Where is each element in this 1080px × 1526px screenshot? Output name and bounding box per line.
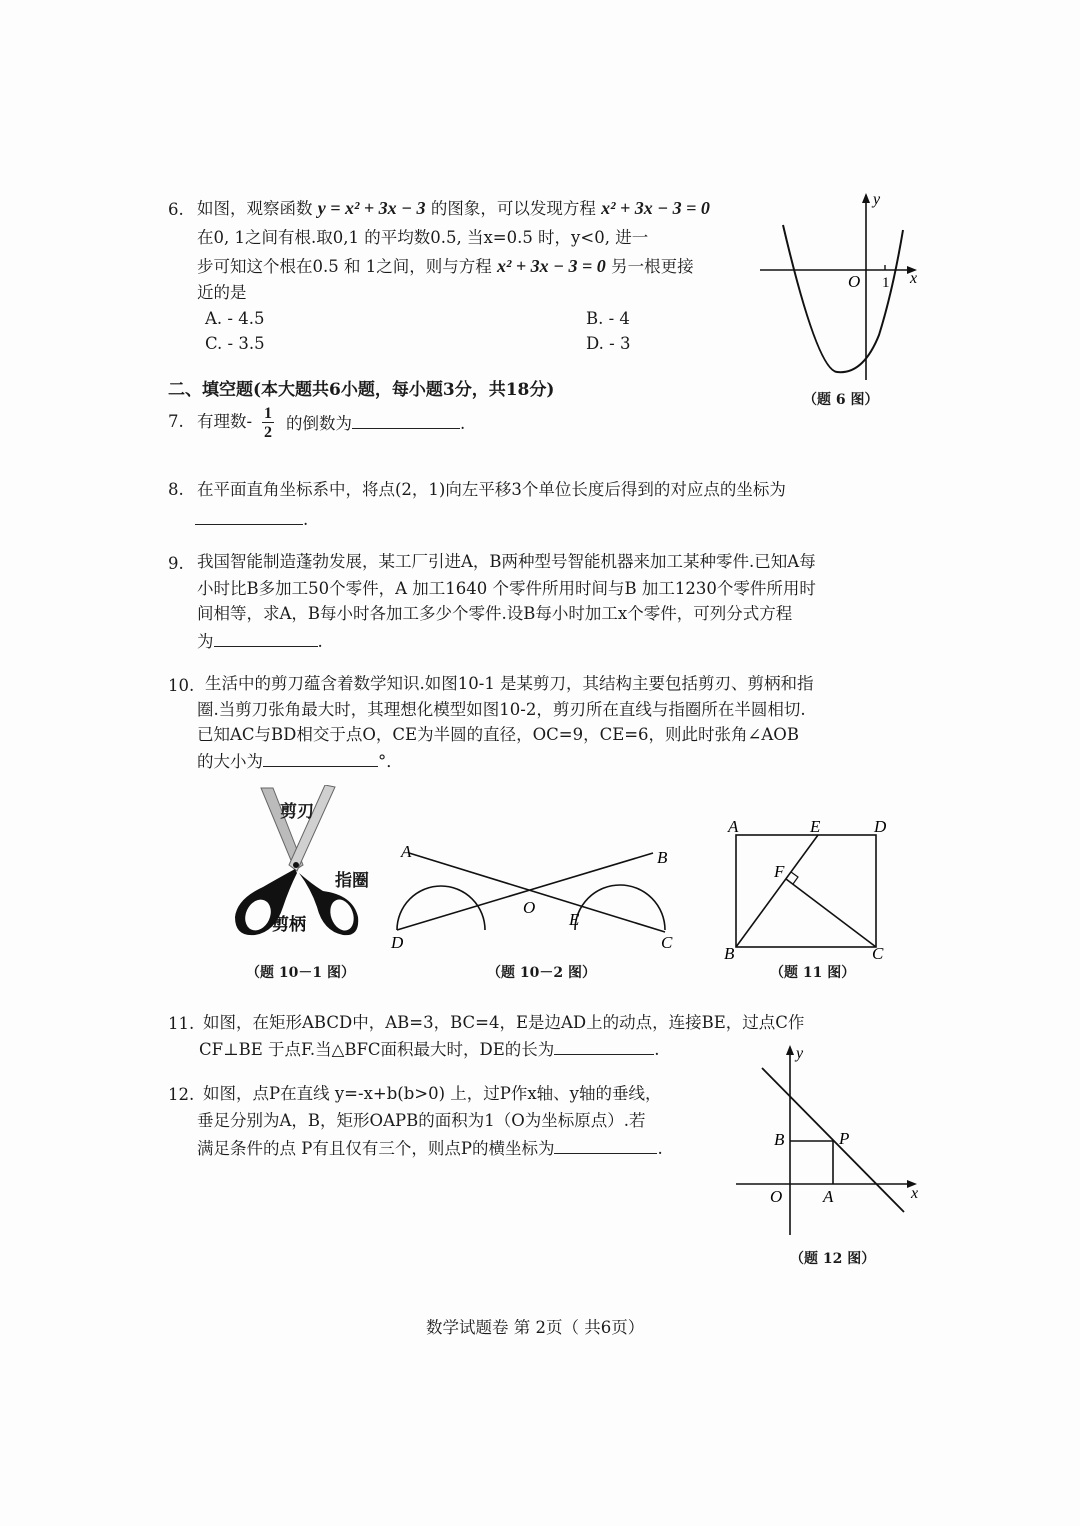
page-footer: 数学试题卷 第 2页（ 共6页） [426, 1318, 645, 1337]
text-segment: 如图，观察函数 [197, 199, 313, 218]
right-angle-mark [791, 872, 798, 884]
option-b: B. - 4 [586, 309, 630, 328]
label-handle: 剪柄 [272, 915, 306, 935]
figure-caption: （题 10－1 图） [246, 965, 355, 981]
figure-caption: （题 6 图） [803, 392, 879, 408]
question-text [199, 1038, 660, 1060]
option-c: C. - 3.5 [205, 334, 265, 353]
question-text: 间相等，求A，B每小时各加工多少个零件.设B每小时加工x个零件，可列分式方程 [197, 604, 793, 623]
text-segment: . [657, 1139, 663, 1158]
label-D: D [391, 933, 404, 952]
segment-BE [736, 835, 818, 947]
denominator: 2 [264, 424, 272, 441]
text-segment: 步可知这个根在0.5 和 1之间，则与方程 [197, 257, 492, 276]
question-text [197, 256, 694, 278]
question-number: 10. [168, 676, 195, 695]
label-F: F [774, 862, 785, 881]
label-B: B [657, 848, 668, 867]
question-text: 圈.当剪刀张角最大时，其理想化模型如图10-2，剪刃所在直线与指圈所在半圆相切. [197, 700, 806, 719]
text-segment: 的大小为 [197, 752, 263, 771]
question-number: 6. [168, 200, 184, 219]
coordinate-figure-12 [732, 1040, 927, 1240]
option-a: A. - 4.5 [205, 309, 265, 328]
label-E: E [810, 817, 821, 836]
line-DB [397, 853, 653, 930]
label-B: B [724, 944, 735, 963]
line-AC [409, 853, 665, 932]
question-text: 近的是 [197, 283, 247, 302]
text-segment: 为 [197, 632, 214, 651]
text-segment: 的图象，可以发现方程 [430, 199, 596, 218]
text-segment: . [460, 414, 466, 433]
x-label: x [911, 1185, 919, 1202]
label-A: A [728, 817, 739, 836]
rectangle-figure-11 [720, 815, 895, 965]
question-text [197, 750, 403, 772]
question-text [197, 630, 323, 652]
question-text: 已知AC与BD相交于点O，CE为半圆的直径，OC=9，CE=6，则此时张角∠AOB [197, 725, 799, 744]
label-O: O [523, 898, 536, 917]
label-C: C [661, 933, 673, 952]
text-segment: . [317, 632, 323, 651]
question-text: 垂足分别为A，B，矩形OAPB的面积为1（O为坐标原点）.若 [197, 1111, 646, 1130]
segment-CF [786, 879, 876, 947]
text-segment: . [654, 1040, 660, 1059]
origin-label: O [848, 272, 861, 291]
answer-blank[interactable] [263, 750, 378, 767]
text-segment: 满足条件的点 P有且仅有三个，则点P的横坐标为 [197, 1139, 555, 1158]
label-C: C [872, 944, 884, 963]
parabola-curve [783, 225, 903, 372]
function-expression: y = x² + 3x − 3 [317, 198, 426, 218]
question-number: 8. [168, 480, 184, 499]
numerator: 1 [264, 405, 272, 422]
label-A: A [401, 842, 412, 861]
question-text: 在0, 1之间有根.取0,1 的平均数0.5, 当x=0.5 时，y<0, 进一 [197, 228, 649, 247]
figure-caption: （题 11 图） [770, 965, 856, 981]
question-number: 7. [168, 412, 184, 431]
question-text [286, 412, 465, 434]
y-label: y [796, 1045, 804, 1062]
label-A: A [823, 1187, 834, 1206]
label-ring: 指圈 [335, 871, 369, 891]
label-B: B [774, 1130, 785, 1149]
answer-blank[interactable] [214, 630, 318, 647]
pivot [293, 862, 299, 868]
parabola-graph [755, 185, 930, 385]
question-text [197, 1137, 663, 1159]
answer-blank[interactable] [554, 1137, 657, 1154]
equation-expression: x² + 3x − 3 = 0 [601, 198, 710, 218]
y-axis-arrow [786, 1045, 794, 1055]
question-text [195, 508, 308, 530]
figure-caption: （题 12 图） [790, 1251, 876, 1267]
question-text: 如图，点P在直线 y=-x+b(b>0) 上，过P作x轴、y轴的垂线， [203, 1084, 662, 1103]
equation-expression: x² + 3x − 3 = 0 [496, 256, 606, 276]
x-label: x [910, 270, 918, 287]
label-O: O [770, 1187, 783, 1206]
label-P: P [839, 1129, 850, 1148]
geometry-model-10-2 [385, 835, 685, 960]
text-segment: 的倒数为 [286, 414, 352, 433]
semicircle-right [575, 885, 665, 930]
label-D: D [874, 817, 887, 836]
figure-caption: （题 10－2 图） [487, 965, 596, 981]
question-text: 有理数- [197, 412, 253, 431]
section-heading: 二、填空题(本大题共6小题，每小题3分，共18分) [168, 380, 555, 400]
option-d: D. - 3 [586, 334, 631, 353]
fraction [262, 406, 274, 441]
label-blade: 剪刃 [280, 802, 314, 822]
text-segment: CF⊥BE 于点F.当△BFC面积最大时，DE的长为 [199, 1040, 555, 1059]
tick-label-1: 1 [882, 275, 890, 291]
answer-blank[interactable] [352, 412, 460, 429]
y-label: y [873, 191, 881, 208]
question-text: 我国智能制造蓬勃发展，某工厂引进A，B两种型号智能机器来加工某种零件.已知A每 [197, 552, 816, 571]
question-text: 生活中的剪刀蕴含着数学知识.如图10-1 是某剪刀，其结构主要包括剪刃、剪柄和指 [205, 674, 814, 693]
answer-blank[interactable] [554, 1038, 654, 1055]
question-number: 11. [168, 1014, 195, 1033]
answer-blank[interactable] [195, 508, 303, 525]
question-text: 在平面直角坐标系中，将点(2，1)向左平移3个单位长度后得到的对应点的坐标为 [197, 480, 786, 499]
text-segment: °． [378, 752, 403, 771]
label-E: E [569, 910, 580, 929]
question-number: 12. [168, 1085, 195, 1104]
question-number: 9. [168, 554, 184, 573]
question-text [197, 198, 710, 220]
y-axis-arrow [862, 193, 870, 203]
text-segment: . [303, 510, 309, 529]
question-text: 如图，在矩形ABCD中，AB=3，BC=4，E是边AD上的动点，连接BE，过点C作 [203, 1013, 805, 1032]
text-segment: 另一根更接 [611, 257, 694, 276]
question-text: 小时比B多加工50个零件，A 加工1640 个零件所用时间与B 加工1230个零件所用时 [197, 579, 816, 598]
